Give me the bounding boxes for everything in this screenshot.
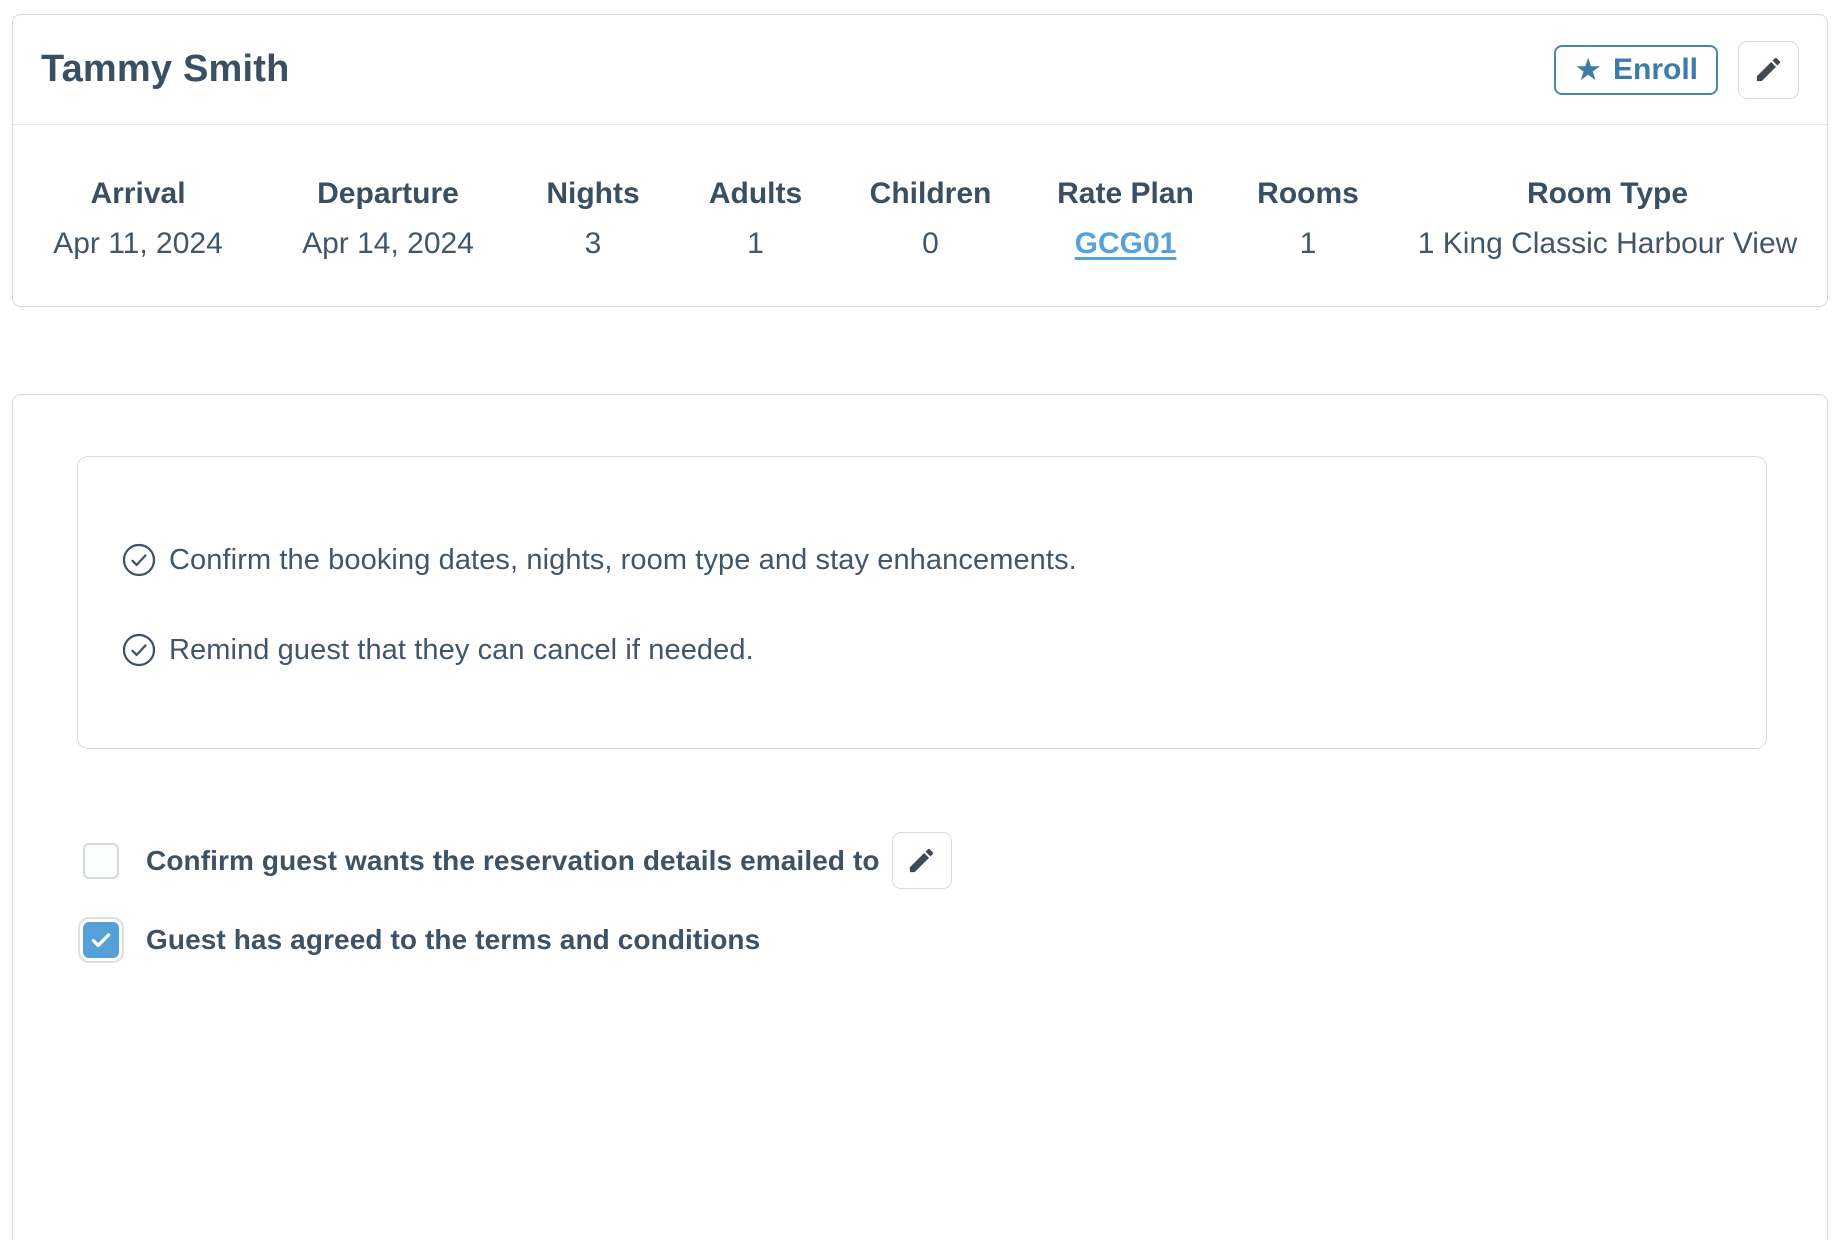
enroll-button[interactable] — [1554, 45, 1718, 95]
check-icon — [88, 927, 114, 953]
circle-check-icon — [122, 543, 156, 577]
edit-guest-button[interactable] — [1738, 41, 1799, 99]
terms-confirmation-label: Guest has agreed to the terms and conditions — [146, 924, 761, 955]
detail-label: Rooms — [1257, 177, 1359, 210]
detail-label: Rate Plan — [1057, 177, 1194, 210]
detail-rate-plan — [1023, 177, 1228, 261]
detail-departure — [263, 177, 513, 261]
detail-value: 1 King Classic Harbour View — [1417, 227, 1798, 260]
pencil-icon — [906, 845, 937, 876]
guest-summary-card — [12, 14, 1828, 307]
script-item — [122, 543, 1726, 577]
detail-value: 3 — [584, 227, 602, 260]
reservation-details-row — [13, 125, 1827, 261]
detail-value: 0 — [922, 227, 939, 260]
confirmation-card — [12, 394, 1828, 1240]
detail-label: Arrival — [90, 177, 186, 210]
detail-rooms — [1228, 177, 1388, 261]
guest-name: Tammy Smith — [41, 48, 290, 90]
detail-value: 1 — [747, 227, 764, 260]
script-item — [122, 633, 1726, 667]
enroll-button-label: Enroll — [1612, 52, 1698, 86]
detail-label: Room Type — [1526, 177, 1689, 210]
star-icon: ★ — [1574, 52, 1602, 87]
detail-value: Apr 14, 2024 — [302, 227, 474, 260]
detail-label: Nights — [546, 177, 640, 210]
detail-value: 1 — [1299, 227, 1317, 260]
circle-check-icon — [122, 633, 156, 667]
detail-label: Adults — [708, 177, 803, 210]
detail-value: Apr 11, 2024 — [53, 227, 223, 260]
detail-children — [838, 177, 1023, 261]
guest-card-header — [13, 15, 1827, 125]
email-confirmation-row — [83, 832, 952, 889]
rate-plan-link[interactable]: GCG01 — [1074, 227, 1177, 260]
script-item-text: Confirm the booking dates, nights, room type and stay enhancements. — [169, 543, 1077, 576]
email-confirmation-checkbox[interactable] — [83, 843, 119, 879]
email-confirmation-label: Confirm guest wants the reservation details emailed to — [146, 844, 880, 876]
terms-confirmation-row — [83, 922, 760, 958]
script-item-text: Remind guest that they can cancel if needed. — [169, 633, 754, 666]
detail-room-type — [1388, 177, 1827, 261]
edit-email-button[interactable] — [892, 832, 952, 889]
detail-nights — [513, 177, 673, 261]
guest-header-actions — [1554, 41, 1799, 99]
call-script-box — [77, 456, 1767, 749]
detail-label: Departure — [317, 177, 459, 210]
detail-label: Children — [869, 177, 992, 210]
detail-arrival — [13, 177, 263, 261]
terms-confirmation-checkbox[interactable] — [83, 922, 119, 958]
detail-adults — [673, 177, 838, 261]
pencil-icon — [1753, 54, 1784, 85]
